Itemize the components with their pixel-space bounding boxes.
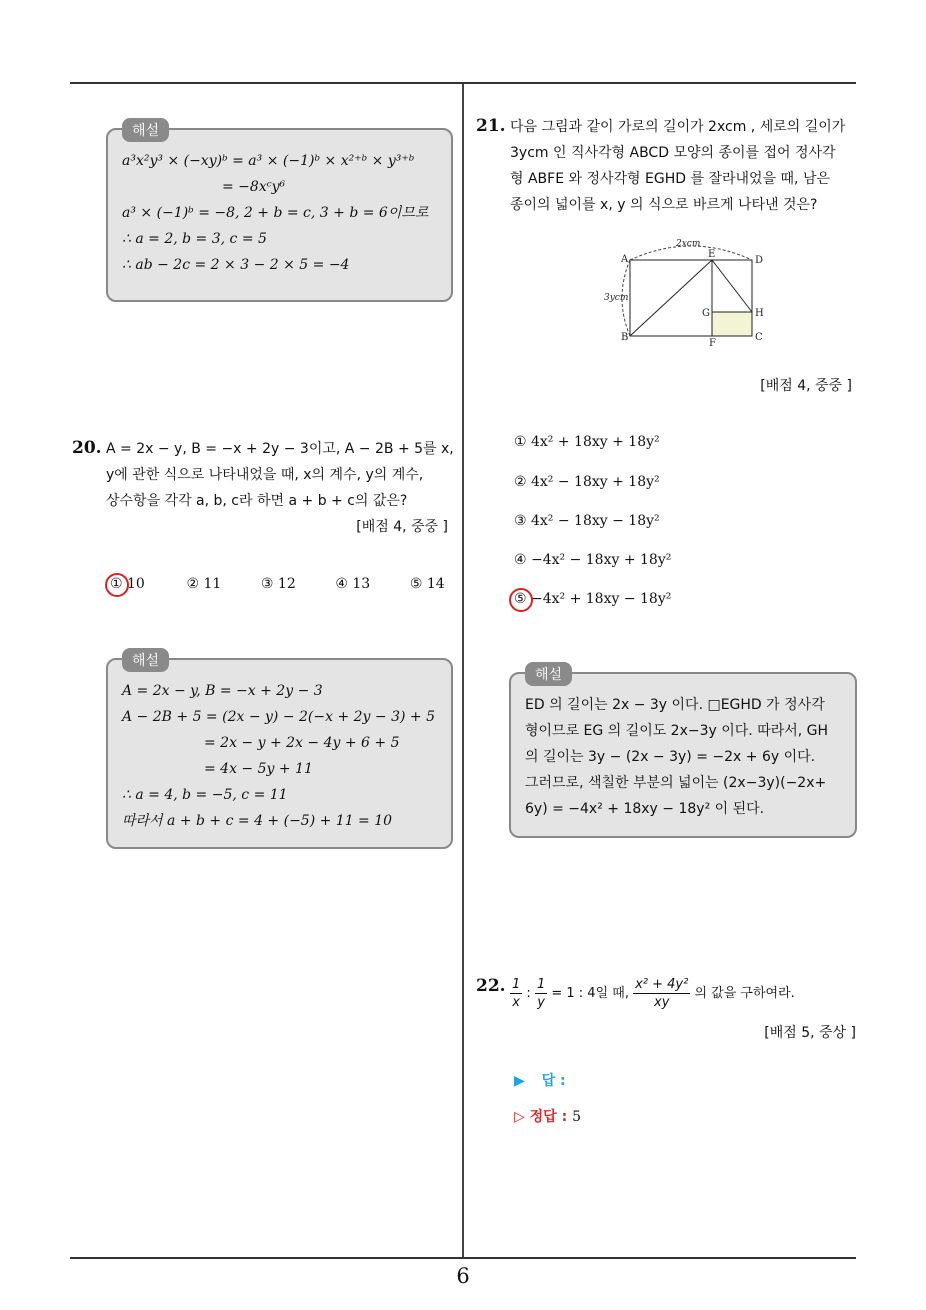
score-label: [배점 4, 중중 ]	[760, 378, 852, 394]
choice-item[interactable]	[514, 474, 660, 490]
solution-line: A = 2x − y, B = −x + 2y − 3	[122, 683, 323, 699]
question-line: A = 2x − y, B = −x + 2y − 3이고, A − 2B + 5를 x,	[106, 441, 454, 457]
solution-line: = −8xᶜy⁶	[222, 179, 286, 195]
question-text: $\frac{1}{x}$ : $\frac{1}{y}$ = 1 : 4일 때, $\frac{\text{x² + 4y²}}{xy}$ 의 값을 구하여라.	[512, 977, 795, 1010]
fraction	[633, 976, 690, 1011]
shaded-region	[712, 312, 752, 336]
answer-label: 답 :	[541, 1073, 566, 1089]
score-label: [배점 5, 중상 ]	[764, 1025, 856, 1041]
point-label: E	[708, 249, 716, 260]
solution-line: 6y) = −4x² + 18xy − 18y² 이 된다.	[525, 801, 765, 817]
question-text	[510, 114, 845, 218]
diagonal-BE	[630, 260, 712, 336]
fraction-numerator: x² + 4y²	[635, 977, 689, 992]
solution-line: 형이므로 EG 의 길이도 2x−3y 이다. 따라서, GH	[525, 723, 829, 739]
fraction-numerator: 1	[536, 977, 546, 992]
solution-label: 해설	[122, 118, 169, 142]
width-label: 2xcm	[676, 239, 701, 249]
solution-line: = 4x − 5y + 11	[204, 761, 313, 777]
answer-key-line	[514, 1106, 581, 1126]
question-line: 3ycm 인 직사각형 ABCD 모양의 종이를 접어 정사각	[510, 145, 836, 161]
choice-label: ② 11	[186, 576, 222, 592]
page-number: 6	[456, 1264, 470, 1288]
question-text-part: 의 값을 구하여라.	[694, 986, 795, 1001]
choice-item[interactable]	[186, 576, 256, 592]
score-label: [배점 4, 중중 ]	[356, 519, 448, 535]
fraction-denominator: xy	[654, 995, 670, 1010]
question-line: 상수항을 각각 a, b, c라 하면 a + b + c의 값은?	[106, 493, 408, 509]
point-label: B	[621, 332, 629, 343]
fraction-denominator: x	[512, 995, 520, 1010]
solution-line: 그러므로, 색칠한 부분의 넓이는 (2x−3y)(−2x+	[525, 775, 827, 791]
solution-line: ∴ a = 2, b = 3, c = 5	[122, 231, 267, 247]
solution-label: 해설	[122, 648, 169, 672]
choice-list	[110, 576, 445, 592]
solution-line: 따라서 a + b + c = 4 + (−5) + 11 = 10	[122, 813, 393, 829]
point-label: G	[702, 308, 710, 319]
choice-item[interactable]	[410, 576, 445, 592]
choice-label: ③ 4x² − 18xy − 18y²	[514, 513, 660, 529]
solution-line: ∴ ab − 2c = 2 × 3 − 2 × 5 = −4	[122, 257, 350, 273]
solution-line: A − 2B + 5 = (2x − y) − 2(−x + 2y − 3) + 5	[122, 709, 435, 725]
choice-label: ② 4x² − 18xy + 18y²	[514, 474, 660, 490]
choice-label: ④ −4x² − 18xy + 18y²	[514, 552, 672, 568]
fraction-denominator: y	[537, 995, 545, 1010]
bottom-rule	[70, 1257, 856, 1259]
fraction	[535, 976, 547, 1011]
height-label: 3ycm	[604, 293, 629, 303]
fraction	[510, 976, 522, 1011]
fraction-numerator: 1	[512, 977, 521, 992]
answer-key-value: 5	[572, 1109, 581, 1125]
choice-item[interactable]	[261, 576, 331, 592]
solution-box-21	[509, 667, 857, 838]
choice-label: ③ 12	[260, 576, 296, 592]
solution-label: 해설	[525, 662, 572, 686]
solution-line: a³x²y³ × (−xy)ᵇ = a³ × (−1)ᵇ × x²⁺ᵇ × y³⁺ᵇ	[122, 153, 415, 169]
choice-item[interactable]	[514, 434, 660, 450]
answer-key-label: 정답 :	[529, 1109, 568, 1125]
choice-label: ⑤ 14	[409, 576, 445, 592]
choice-label: ① 10	[110, 576, 145, 592]
solution-line: ED 의 길이는 2x − 3y 이다. □EGHD 가 정사각	[525, 697, 825, 713]
solution-line: a³ × (−1)ᵇ = −8, 2 + b = c, 3 + b = 6이므로	[122, 205, 429, 221]
play-icon: ▶	[514, 1073, 525, 1089]
question-number: 20.	[72, 438, 102, 458]
choice-item[interactable]	[335, 576, 405, 592]
solution-line: 의 길이는 3y − (2x − 3y) = −2x + 6y 이다.	[525, 749, 816, 765]
solution-line: = 2x − y + 2x − 4y + 6 + 5	[204, 735, 400, 751]
question-text-part: = 1 : 4일 때,	[551, 986, 629, 1001]
question-line: 다음 그림과 같이 가로의 길이가 2xcm , 세로의 길이가	[510, 119, 846, 135]
point-label: D	[755, 255, 764, 266]
question-line: 종이의 넓이를 x, y 의 식으로 바르게 나타낸 것은?	[510, 197, 818, 213]
selected-circle-mark	[509, 588, 533, 612]
point-label: A	[621, 254, 629, 265]
diagonal-EH	[712, 260, 752, 312]
question-number: 22.	[476, 976, 506, 996]
choice-item[interactable]	[514, 591, 671, 607]
point-label: C	[755, 332, 763, 343]
solution-box-20	[106, 653, 453, 849]
point-label: H	[755, 308, 764, 319]
rectangle-figure	[596, 232, 774, 348]
solution-box-19	[106, 123, 453, 302]
choice-label: ④ 13	[335, 576, 371, 592]
question-line: y에 관한 식으로 나타내었을 때, x의 계수, y의 계수,	[106, 467, 424, 483]
solution-line: ∴ a = 4, b = −5, c = 11	[122, 787, 288, 803]
question-text	[106, 436, 454, 514]
question-line: 형 ABFE 와 정사각형 EGHD 를 잘라내었을 때, 남은	[510, 171, 830, 187]
choice-item[interactable]	[110, 576, 182, 592]
choice-item[interactable]	[514, 513, 660, 529]
choice-label: ① 4x² + 18xy + 18y²	[514, 434, 660, 450]
choice-item[interactable]	[514, 552, 671, 568]
point-label: F	[709, 338, 716, 348]
selected-circle-mark	[105, 573, 129, 597]
outline-play-icon: ▷	[514, 1109, 525, 1125]
column-divider	[462, 84, 464, 1258]
choice-label: ⑤ −4x² + 18xy − 18y²	[514, 591, 672, 607]
question-number: 21.	[476, 116, 506, 136]
answer-line	[514, 1070, 566, 1090]
